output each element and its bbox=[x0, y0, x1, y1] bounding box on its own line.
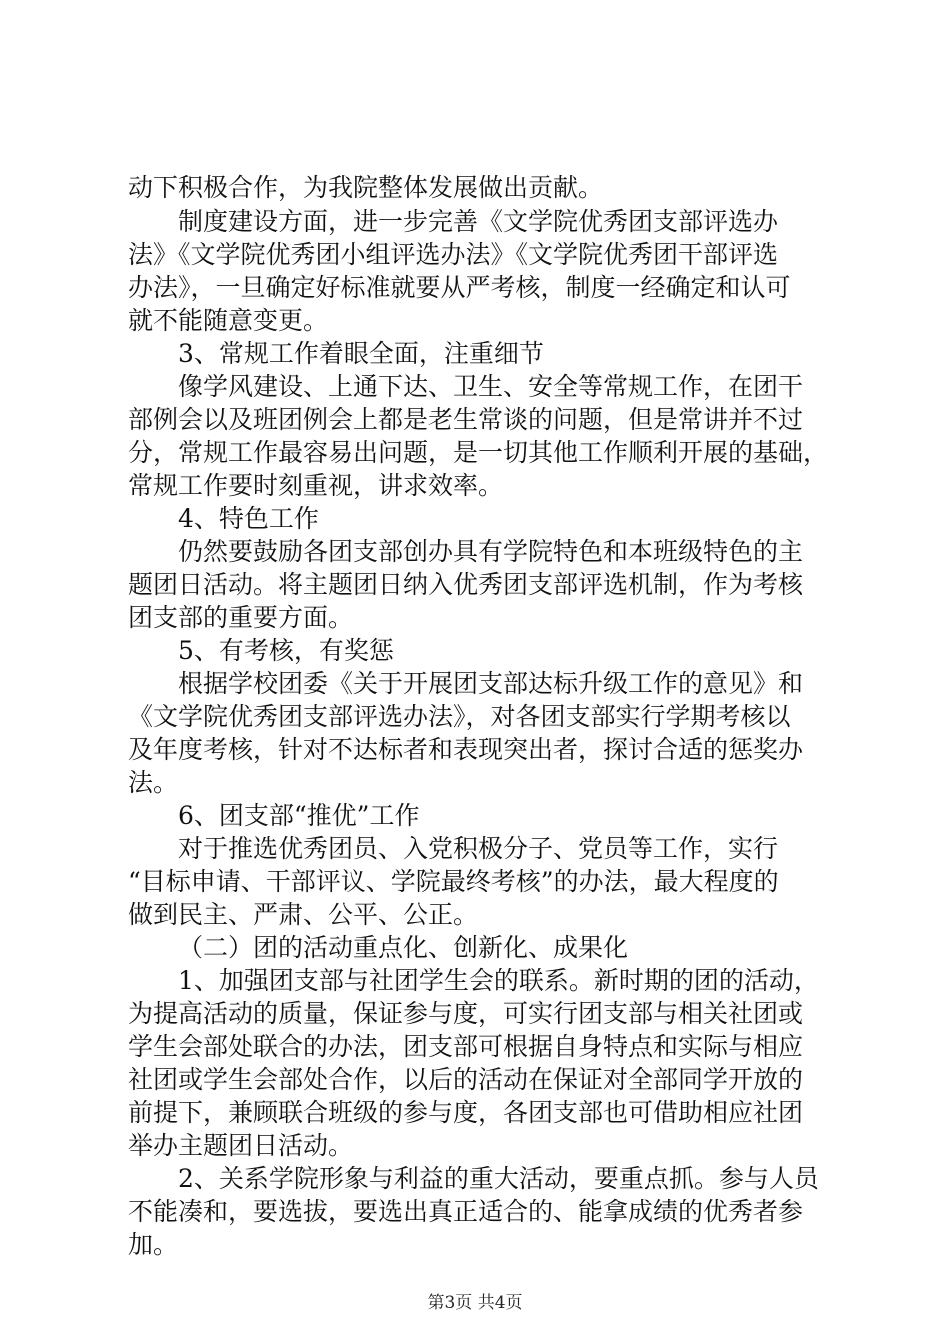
text-line: 团支部的重要方面。 bbox=[128, 603, 354, 632]
text-line: 及年度考核，针对不达标者和表现突出者，探讨合适的惩奖办 bbox=[128, 735, 804, 764]
text-line: 动下积极合作，为我院整体发展做出贡献。 bbox=[128, 173, 604, 202]
text-line: 仍然要鼓励各团支部创办具有学院特色和本班级特色的主 bbox=[178, 537, 804, 566]
text-line: 举办主题团日活动。 bbox=[128, 1131, 354, 1160]
text-line: 《文学院优秀团支部评选办法》，对各团支部实行学期考核以 bbox=[128, 702, 791, 731]
text-line: 就不能随意变更。 bbox=[128, 306, 329, 335]
text-line: 办法》，一旦确定好标准就要从严考核，制度一经确定和认可 bbox=[128, 273, 791, 302]
text-line: “目标申请、干部评议、学院最终考核”的办法，最大程度的 bbox=[128, 867, 779, 896]
text-line: 部例会以及班团例会上都是老生常谈的问题，但是常讲并不过 bbox=[128, 405, 804, 434]
text-line: 像学风建设、上通下达、卫生、安全等常规工作，在团干 bbox=[178, 372, 804, 401]
text-line: 对于推选优秀团员、入党积极分子、党员等工作，实行 bbox=[178, 834, 779, 863]
text-line: 做到民主、严肃、公平、公正。 bbox=[128, 900, 479, 929]
text-line: 不能凑和，要选拔，要选出真正适合的、能拿成绩的优秀者参 bbox=[128, 1197, 804, 1226]
text-line: 为提高活动的质量，保证参与度，可实行团支部与相关社团或 bbox=[128, 999, 804, 1028]
text-line: 前提下，兼顾联合班级的参与度，各团支部也可借助相应社团 bbox=[128, 1098, 804, 1127]
text-line: 制度建设方面，进一步完善《文学院优秀团支部评选办 bbox=[178, 207, 779, 236]
section-heading: （二）团的活动重点化、创新化、成果化 bbox=[178, 933, 629, 962]
text-line: 2、关系学院形象与利益的重大活动，要重点抓。参与人员 bbox=[178, 1164, 819, 1193]
text-line: 题团日活动。将主题团日纳入优秀团支部评选机制，作为考核 bbox=[128, 570, 804, 599]
text-line: 社团或学生会部处合作，以后的活动在保证对全部同学开放的 bbox=[128, 1065, 804, 1094]
text-line: 学生会部处联合的办法，团支部可根据自身特点和实际与相应 bbox=[128, 1032, 804, 1061]
section-heading: 5、有考核，有奖惩 bbox=[178, 636, 394, 665]
text-line: 法》《文学院优秀团小组评选办法》《文学院优秀团干部评选 bbox=[128, 240, 779, 269]
text-line: 法。 bbox=[128, 768, 179, 797]
text-line: 分，常规工作最容易出问题，是一切其他工作顺利开展的基础， bbox=[128, 438, 829, 467]
text-line: 常规工作要时刻重视，讲求效率。 bbox=[128, 471, 504, 500]
text-line: 1、加强团支部与社团学生会的联系。新时期的团的活动， bbox=[178, 966, 819, 995]
text-line: 加。 bbox=[128, 1230, 179, 1259]
section-heading: 6、团支部“推优”工作 bbox=[178, 801, 420, 830]
section-heading: 4、特色工作 bbox=[178, 504, 319, 533]
text-line: 根据学校团委《关于开展团支部达标升级工作的意见》和 bbox=[178, 669, 804, 698]
page-number-footer: 第3页 共4页 bbox=[427, 1293, 523, 1313]
section-heading: 3、常规工作着眼全面，注重细节 bbox=[178, 339, 544, 368]
